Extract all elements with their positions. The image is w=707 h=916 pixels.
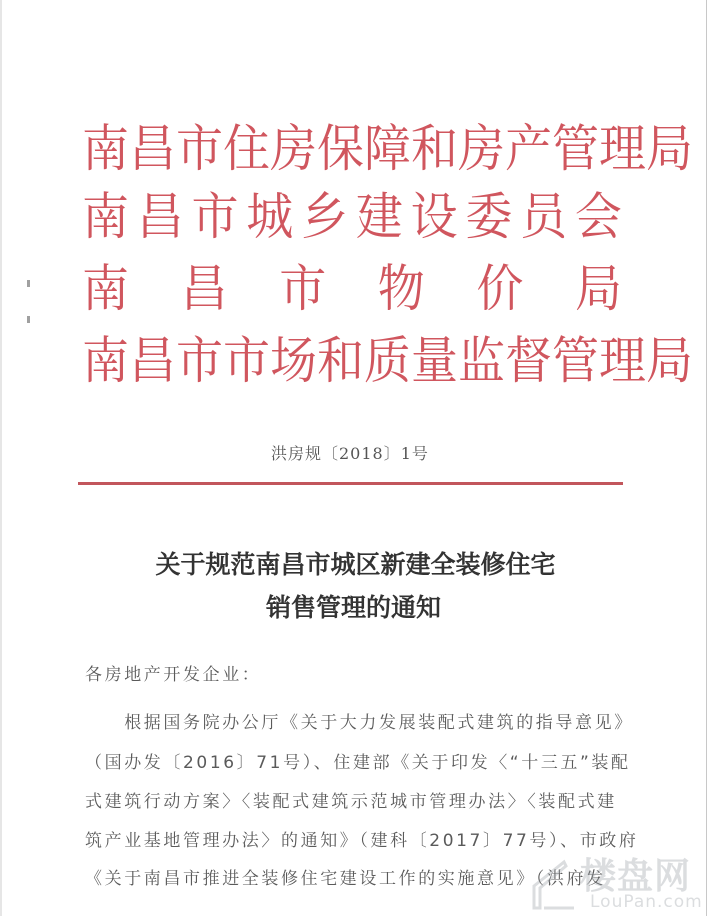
- header-character: 南: [82, 331, 129, 392]
- header-character: 监: [458, 331, 505, 392]
- agency-header-line-2: [82, 187, 622, 248]
- page-left-edge: [0, 0, 2, 916]
- body-paragraph-line: 根据国务院办公厅《关于大力发展装配式建筑的指导意见》: [85, 713, 634, 733]
- watermark-chinese-text: 楼盘网: [580, 856, 692, 897]
- header-character: 和: [317, 331, 364, 392]
- header-character: 昌: [136, 187, 184, 248]
- header-character: 南: [82, 187, 129, 248]
- header-character: 昌: [129, 331, 176, 392]
- agency-header-line-4: [82, 331, 693, 392]
- house-logo-icon: [530, 856, 586, 912]
- header-character: 昌: [180, 259, 228, 320]
- body-paragraph-line: 《关于南昌市推进全装修住宅建设工作的实施意见》（洪府发: [85, 869, 606, 889]
- binding-mark: [27, 280, 30, 287]
- header-character: 设: [410, 187, 458, 248]
- header-character: 委: [465, 187, 513, 248]
- header-character: 员: [520, 187, 568, 248]
- header-character: 价: [476, 259, 524, 320]
- header-character: 局: [646, 331, 693, 392]
- notice-title-line-1: 关于规范南昌市城区新建全装修住宅: [155, 550, 556, 579]
- header-character: 场: [270, 331, 317, 392]
- salutation: 各房地产开发企业：: [85, 665, 262, 685]
- header-character: 城: [246, 187, 294, 248]
- header-character: 南: [82, 119, 129, 180]
- header-character: 昌: [129, 119, 176, 180]
- agency-header-line-3: [82, 259, 622, 320]
- body-paragraph-line: 式建筑行动方案〉〈装配式建筑示范城市管理办法〉〈装配式建: [85, 792, 617, 812]
- header-character: 市: [176, 119, 223, 180]
- body-paragraph-line: 筑产业基地管理办法〉的通知》（建科〔2017〕77号）、市政府: [85, 831, 639, 851]
- red-divider-rule: [78, 482, 623, 485]
- header-character: 房: [270, 119, 317, 180]
- header-character: 障: [364, 119, 411, 180]
- header-character: 建: [355, 187, 403, 248]
- document-number: 洪房规〔2018〕1号: [271, 444, 429, 463]
- header-character: 局: [646, 119, 693, 180]
- header-character: 量: [411, 331, 458, 392]
- header-character: 质: [364, 331, 411, 392]
- header-character: 理: [599, 331, 646, 392]
- header-character: 市: [279, 259, 327, 320]
- header-character: 会: [574, 187, 622, 248]
- header-character: 管: [552, 331, 599, 392]
- header-character: 南: [82, 259, 129, 320]
- header-character: 市: [223, 331, 270, 392]
- header-character: 房: [458, 119, 505, 180]
- header-character: 市: [191, 187, 239, 248]
- header-character: 物: [377, 259, 425, 320]
- watermark-english-text: LouPan.com: [590, 892, 703, 912]
- header-character: 乡: [301, 187, 349, 248]
- header-character: 督: [505, 331, 552, 392]
- loupan-watermark: [530, 848, 703, 916]
- header-character: 保: [317, 119, 364, 180]
- header-character: 产: [505, 119, 552, 180]
- agency-header-line-1: [82, 119, 693, 180]
- header-character: 局: [574, 259, 622, 320]
- header-character: 住: [223, 119, 270, 180]
- body-paragraph-line: （国办发〔2016〕71号）、住建部《关于印发〈“十三五”装配: [85, 753, 631, 773]
- header-character: 管: [552, 119, 599, 180]
- header-character: 和: [411, 119, 458, 180]
- header-character: 理: [599, 119, 646, 180]
- header-character: 市: [176, 331, 223, 392]
- notice-title-line-2: 销售管理的通知: [265, 593, 441, 622]
- binding-mark: [27, 316, 30, 323]
